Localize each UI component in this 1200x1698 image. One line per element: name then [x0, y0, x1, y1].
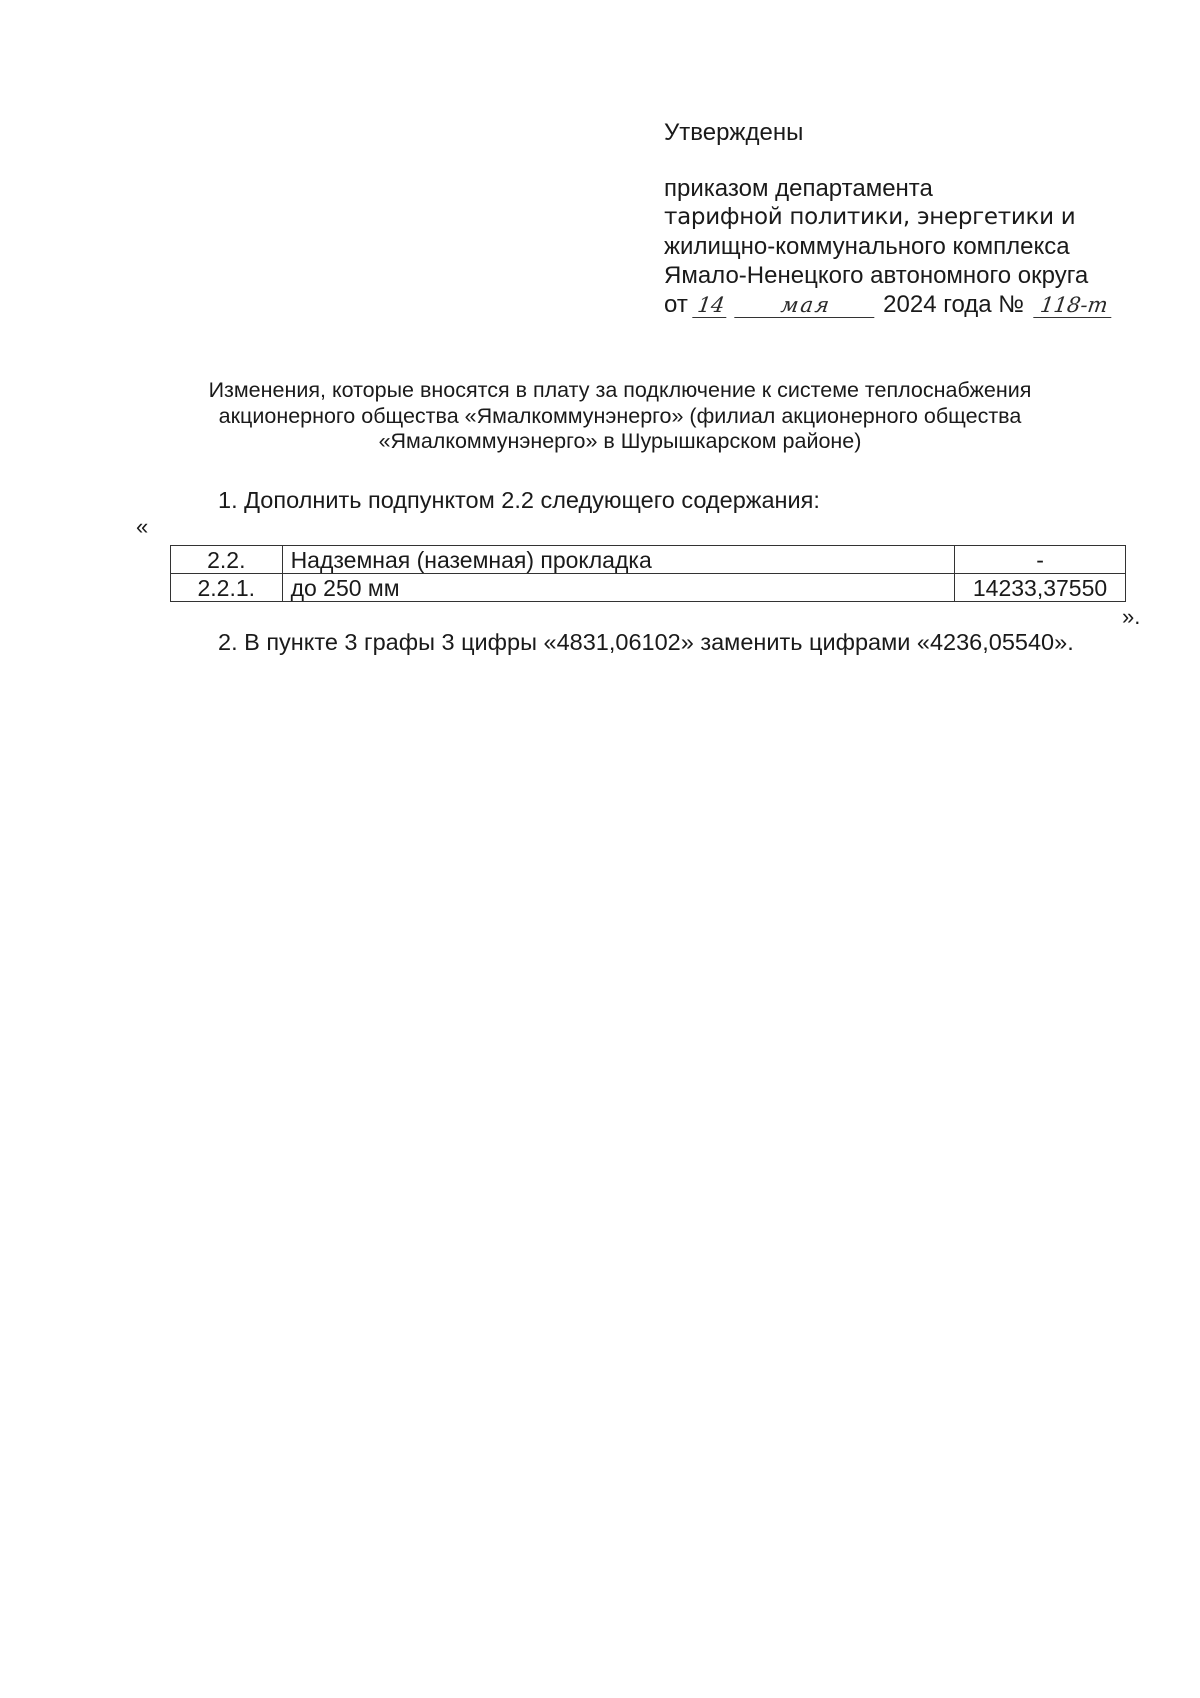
date-year-text: 2024 года №: [876, 291, 1031, 318]
approval-date-line: [664, 290, 1144, 319]
amendment-table: [170, 545, 1126, 602]
row-number-cell: 2.2.: [171, 546, 283, 574]
row-number-cell: 2.2.1.: [171, 574, 283, 602]
opening-quote: «: [136, 514, 149, 539]
title-line-1: Изменения, которые вносятся в плату за подключение к системе теплоснабжения: [208, 378, 1032, 402]
handwritten-month: мая: [735, 293, 879, 318]
table-row: [171, 574, 1126, 602]
paragraph-item-2: 2. В пункте 3 графы 3 цифры «4831,06102» заменить цифрами «4236,05540».: [218, 629, 1074, 655]
row-description-cell: Надземная (наземная) прокладка: [282, 546, 954, 574]
paragraph-item-1: 1. Дополнить подпунктом 2.2 следующего содержания:: [218, 487, 820, 513]
title-line-3: «Ямалкоммунэнерго» в Шурышкарском районе): [378, 429, 862, 453]
approval-line-4: Ямало-Ненецкого автономного округа: [664, 262, 1089, 289]
handwritten-order-number: 118-т: [1033, 293, 1115, 318]
approval-block: [664, 118, 1144, 319]
date-prefix: от: [664, 291, 695, 318]
approval-line-2: тарифной политики, энергетики и: [664, 204, 1076, 230]
title-line-2: акционерного общества «Ямалкоммунэнерго» (филиал акционерного общества: [218, 403, 1022, 428]
row-value-cell: -: [955, 546, 1126, 574]
handwritten-day: 14: [693, 293, 731, 318]
table-row: [171, 546, 1126, 574]
approval-line-1: приказом департамента: [664, 175, 933, 202]
document-title: [120, 378, 1120, 455]
approval-line-3: жилищно-коммунального комплекса: [664, 233, 1070, 260]
row-value-cell: 14233,37550: [955, 574, 1126, 602]
approval-heading: Утверждены: [664, 119, 804, 146]
closing-quote: ».: [1122, 604, 1141, 629]
row-description-cell: до 250 мм: [282, 574, 954, 602]
